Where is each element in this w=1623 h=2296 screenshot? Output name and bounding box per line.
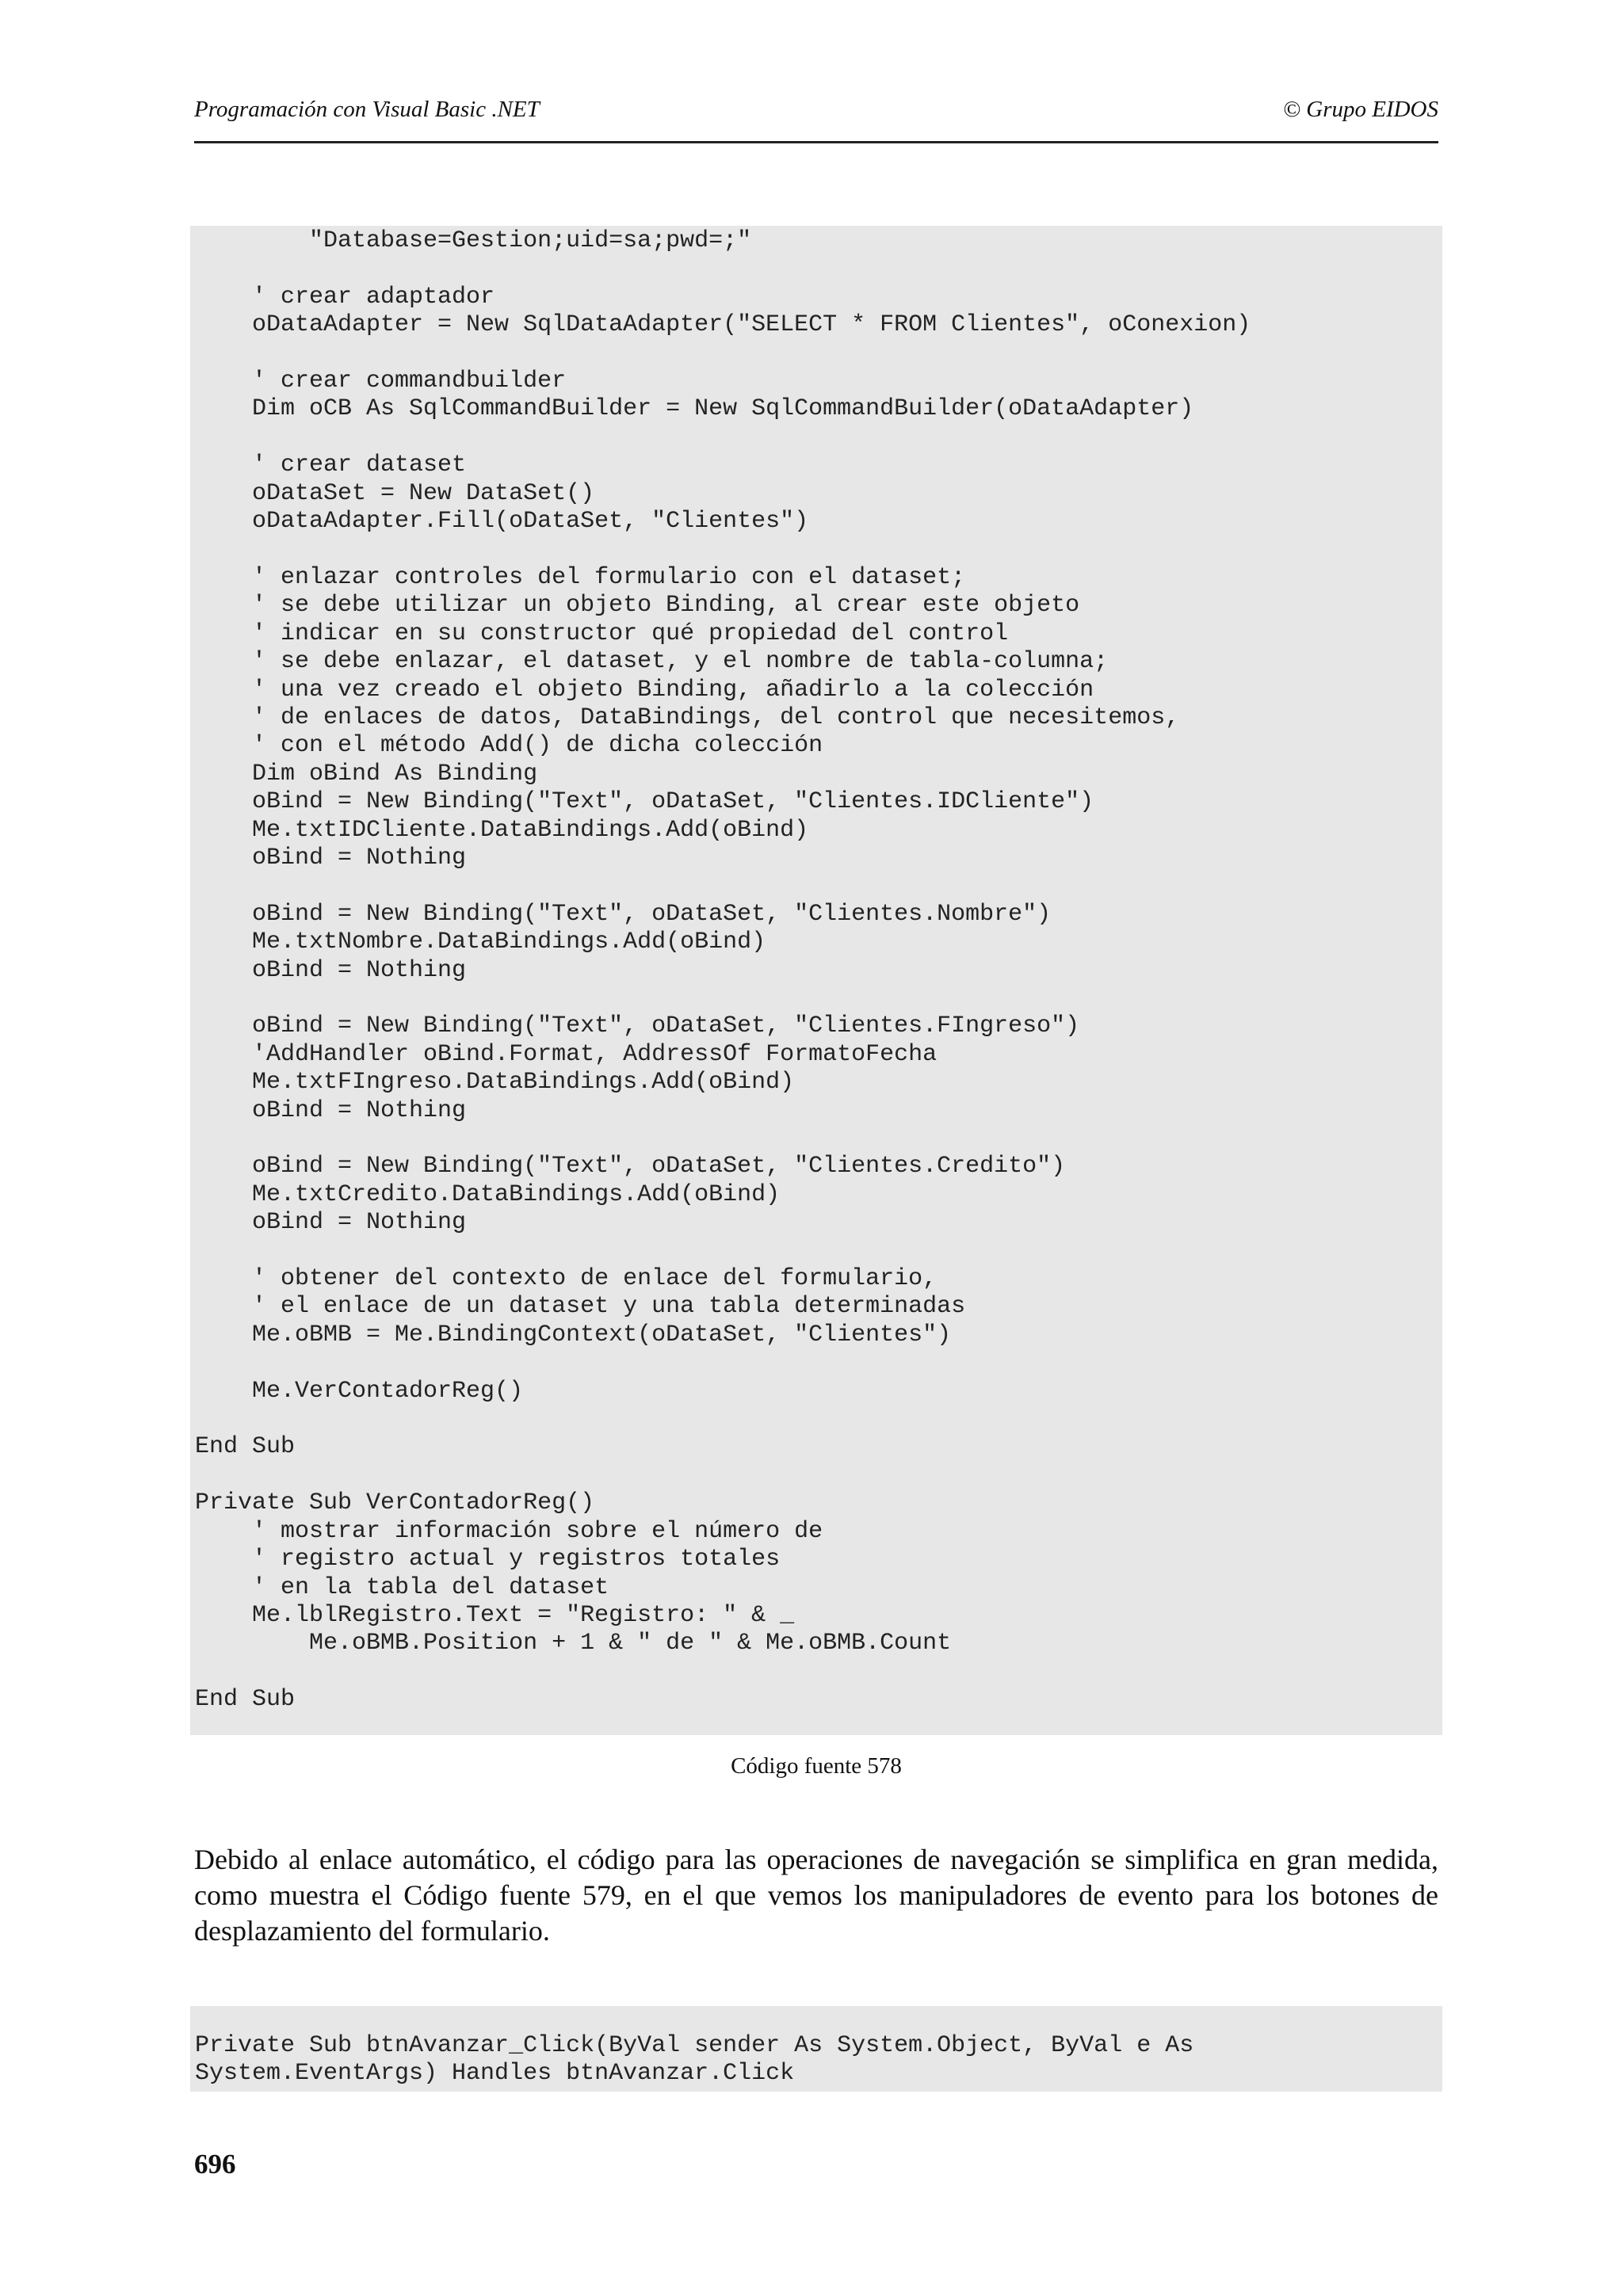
code-listing: Private Sub btnAvanzar_Click(ByVal sender As System.Object, ByVal e As System.EventArgs) Handles btnAvanzar.Click	[195, 2032, 1194, 2088]
code-block-579	[190, 2006, 1442, 2092]
page-number: 696	[194, 2149, 236, 2180]
page-header	[194, 93, 1438, 143]
code-listing: "Database=Gestion;uid=sa;pwd=;" ' crear adaptador oDataAdapter = New SqlDataAdapter("SELECT * FROM Clientes", oConexion) ' crear commandbuilder Dim oCB As SqlCommandBuilder = New SqlCommandBuilder(oDataAdapter) ' crear dataset oDataSet = New DataSet() oDataAdapter.Fill(oDataSet, "Clientes") ' enlazar controles del formulario con el dataset; ' se debe utilizar un objeto Binding, al crear este objeto ' indicar en su constructor qué propiedad del control ' se debe enlazar, el dataset, y el nombre de tabla-columna; ' una vez creado el objeto Binding, añadirlo a la colección ' de enlaces de datos, DataBindings, del control que necesitemos, ' con el método Add() de dicha colección Dim oBind As Binding oBind = New Binding("Text", oDataSet, "Clientes.IDCliente") Me.txtIDCliente.DataBindings.Add(oBind) oBind = Nothing oBind = New Binding("Text", oDataSet, "Clientes.Nombre") Me.txtNombre.DataBindings.Add(oBind) oBind = Nothing oBind = New Binding("Text", oDataSet, "Clientes.FIngreso") 'AddHandler oBind.Format, AddressOf FormatoFecha Me.txtFIngreso.DataBindings.Add(oBind) oBind = Nothing oBind = New Binding("Text", oDataSet, "Clientes.Credito") Me.txtCredito.DataBindings.Add(oBind) oBind = Nothing ' obtener del contexto de enlace del formulario, ' el enlace de un dataset y una tabla determinadas Me.oBMB = Me.BindingContext(oDataSet, "Clientes") Me.VerContadorReg() End Sub Private Sub VerContadorReg() ' mostrar información sobre el número de ' registro actual y registros totales ' en la tabla del dataset Me.lblRegistro.Text = "Registro: " & _ Me.oBMB.Position + 1 & " de " & Me.oBMB.Count End Sub	[195, 227, 1251, 1714]
publisher: © Grupo EIDOS	[1282, 97, 1438, 122]
body-paragraph: Debido al enlace automático, el código para las operaciones de navegación se simplifica en gran medida, como muestra el Código fuente 579, en el que vemos los manipuladores de evento para los botones de desplazamiento del formulario.	[194, 1844, 1438, 1947]
code-caption: Código fuente 578	[731, 1753, 902, 1779]
code-block-578	[190, 226, 1442, 1735]
book-title: Programación con Visual Basic .NET	[194, 97, 540, 122]
